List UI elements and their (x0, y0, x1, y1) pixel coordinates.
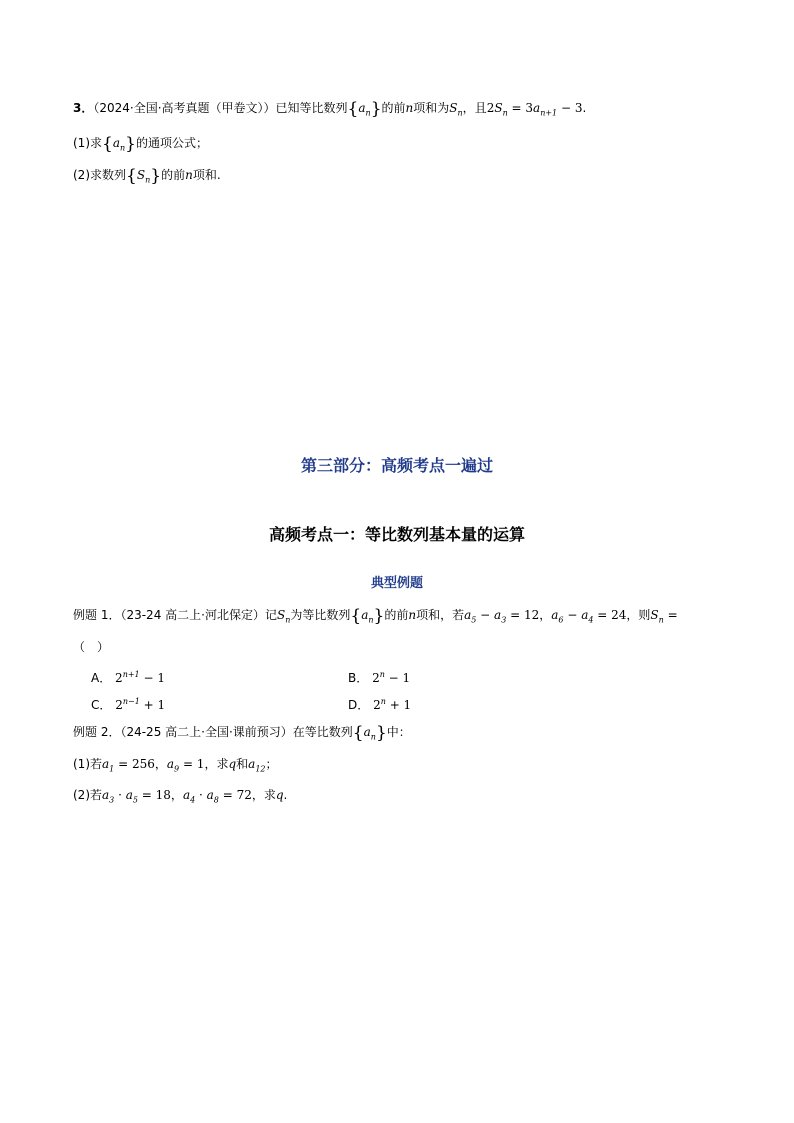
ex1-label: 例题 1． (73, 608, 121, 622)
q3-part2: (2)求数列$\{S_n\}$的前n项和. (73, 166, 221, 186)
q3-number: 3． (73, 101, 94, 115)
ex2-source: （24-25 高二上·全国·课前预习） (120, 725, 293, 739)
ex2-part1: (1)若$a_1 = 256$，$a_9 = 1$，求q和$a_{12}$； (73, 757, 278, 774)
section-title: 第三部分：高频考点一遍过 (300, 456, 493, 475)
ex2-part2: (2)若$a_3 \cdot a_5 = 18$，$a_4 \cdot a_8 = 72$，求q. (73, 788, 288, 805)
q3-part1: (1)求$\{a_n\}$的通项公式； (73, 134, 208, 154)
ex2-label: 例题 2． (73, 725, 121, 739)
ex1-blank: （ ） (73, 640, 110, 654)
ex1-option-b[interactable]: B． $2^n - 1$ (348, 670, 411, 685)
ex1-option-d[interactable]: D． $2^n + 1$ (348, 697, 412, 712)
ex1-source: （23-24 高二上·河北保定） (120, 608, 265, 622)
q3-stem: 3．（2024·全国·高考真题（甲卷文））已知等比数列$\{a_n\}$的前n项和为$S_n$，且$2S_n = 3a_{n+1} - 3$. (73, 99, 587, 119)
q3-text: 已知等比数列 (275, 101, 348, 115)
math-brace: { (347, 99, 359, 119)
ex2-stem: 例题 2．（24-25 高二上·全国·课前预习）在等比数列$\{a_n\}$中： (73, 723, 411, 743)
ex1-stem: 例题 1．（23-24 高二上·河北保定）记$S_n$为等比数列$\{a_n\}$的前n项和，若$a_5 - a_3 = 12$，$a_6 - a_4 = 24$，则$S_n$ = (73, 606, 678, 626)
examples-label: 典型例题 (370, 576, 423, 591)
ex1-option-a[interactable]: A． $2^{n+1} - 1$ (91, 670, 165, 685)
topic-title: 高频考点一：等比数列基本量的运算 (268, 525, 525, 544)
q3-source: （2024·全国·高考真题（甲卷文）） (93, 101, 276, 115)
ex1-option-c[interactable]: C． $2^{n-1} + 1$ (91, 697, 166, 712)
